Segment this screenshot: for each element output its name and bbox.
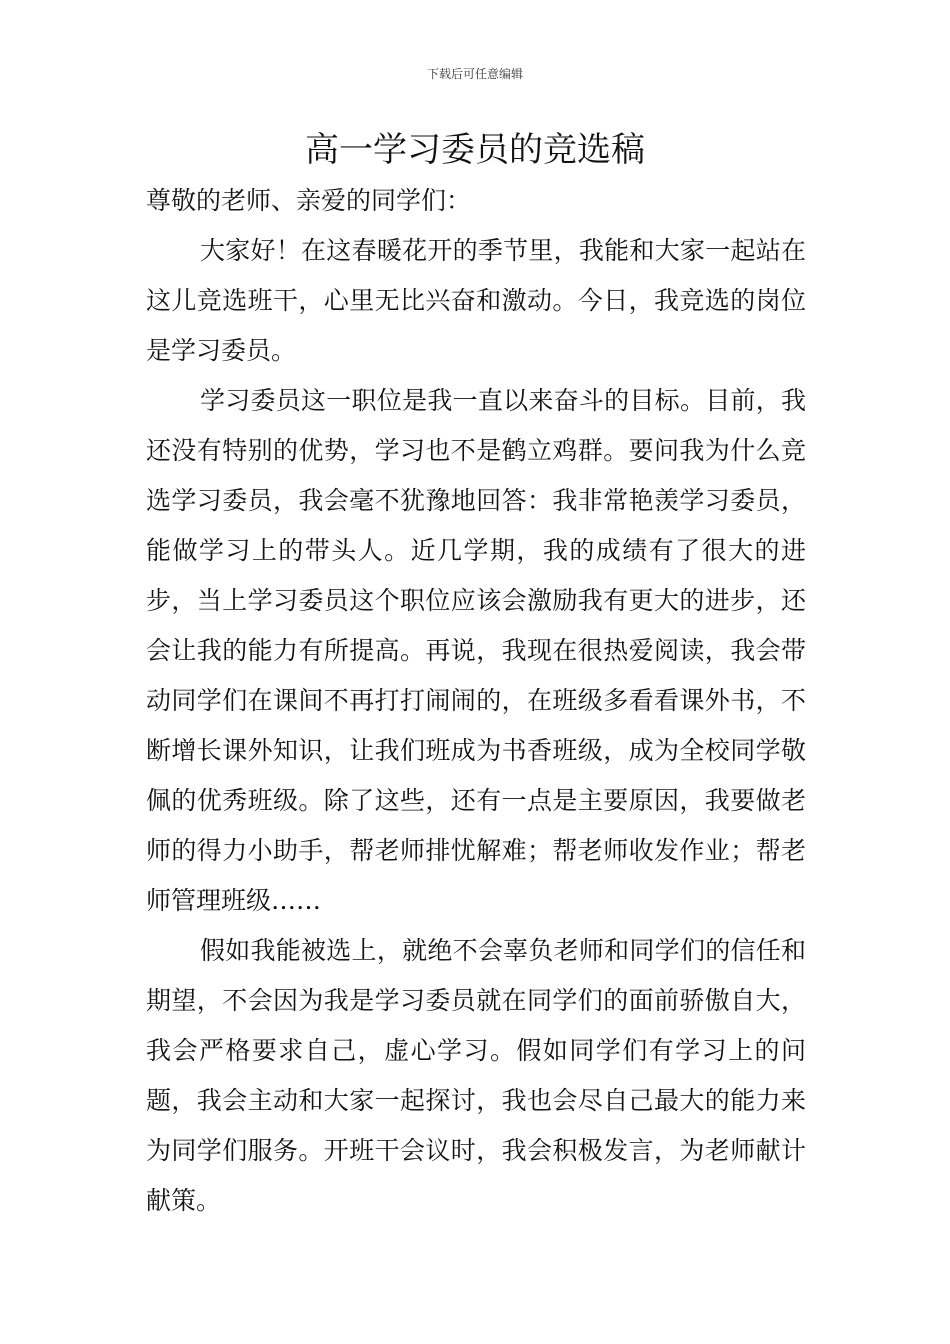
document-title: 高一学习委员的竞选稿 [305,130,645,170]
paragraph-1: 大家好！在这春暖花开的季节里，我能和大家一起站在这儿竞选班干，心里无比兴奋和激动。今日，我竞选的岗位是学习委员。 [146,236,806,365]
paragraph-3: 假如我能被选上，就绝不会辜负老师和同学们的信任和期望，不会因为我是学习委员就在同学们的面前骄傲自大，我会严格要求自己，虚心学习。假如同学们有学习上的问题，我会主动和大家一起探讨，我也会尽自己最大的能力来为同学们服务。开班干会议时，我会积极发言，为老师献计献策。 [146,936,806,1215]
salutation: 尊敬的老师、亲爱的同学们： [146,186,472,215]
header-note: 下载后可任意编辑 [426,67,523,81]
paragraph-2: 学习委员这一职位是我一直以来奋斗的目标。目前，我还没有特别的优势，学习也不是鹤立鸡群。要问我为什么竞选学习委员，我会毫不犹豫地回答：我非常艳羡学习委员，能做学习上的带头人。近几学期，我的成绩有了很大的进步，当上学习委员这个职位应该会激励我有更大的进步，还会让我的能力有所提高。再说，我现在很热爱阅读，我会带动同学们在课间不再打打闹闹的，在班级多看看课外书，不断增长课外知识，让我们班成为书香班级，成为全校同学敬佩的优秀班级。除了这些，还有一点是主要原因，我要做老师的得力小助手，帮老师排忧解难；帮老师收发作业；帮老师管理班级…… [146,386,806,915]
document-body [146,176,806,1226]
